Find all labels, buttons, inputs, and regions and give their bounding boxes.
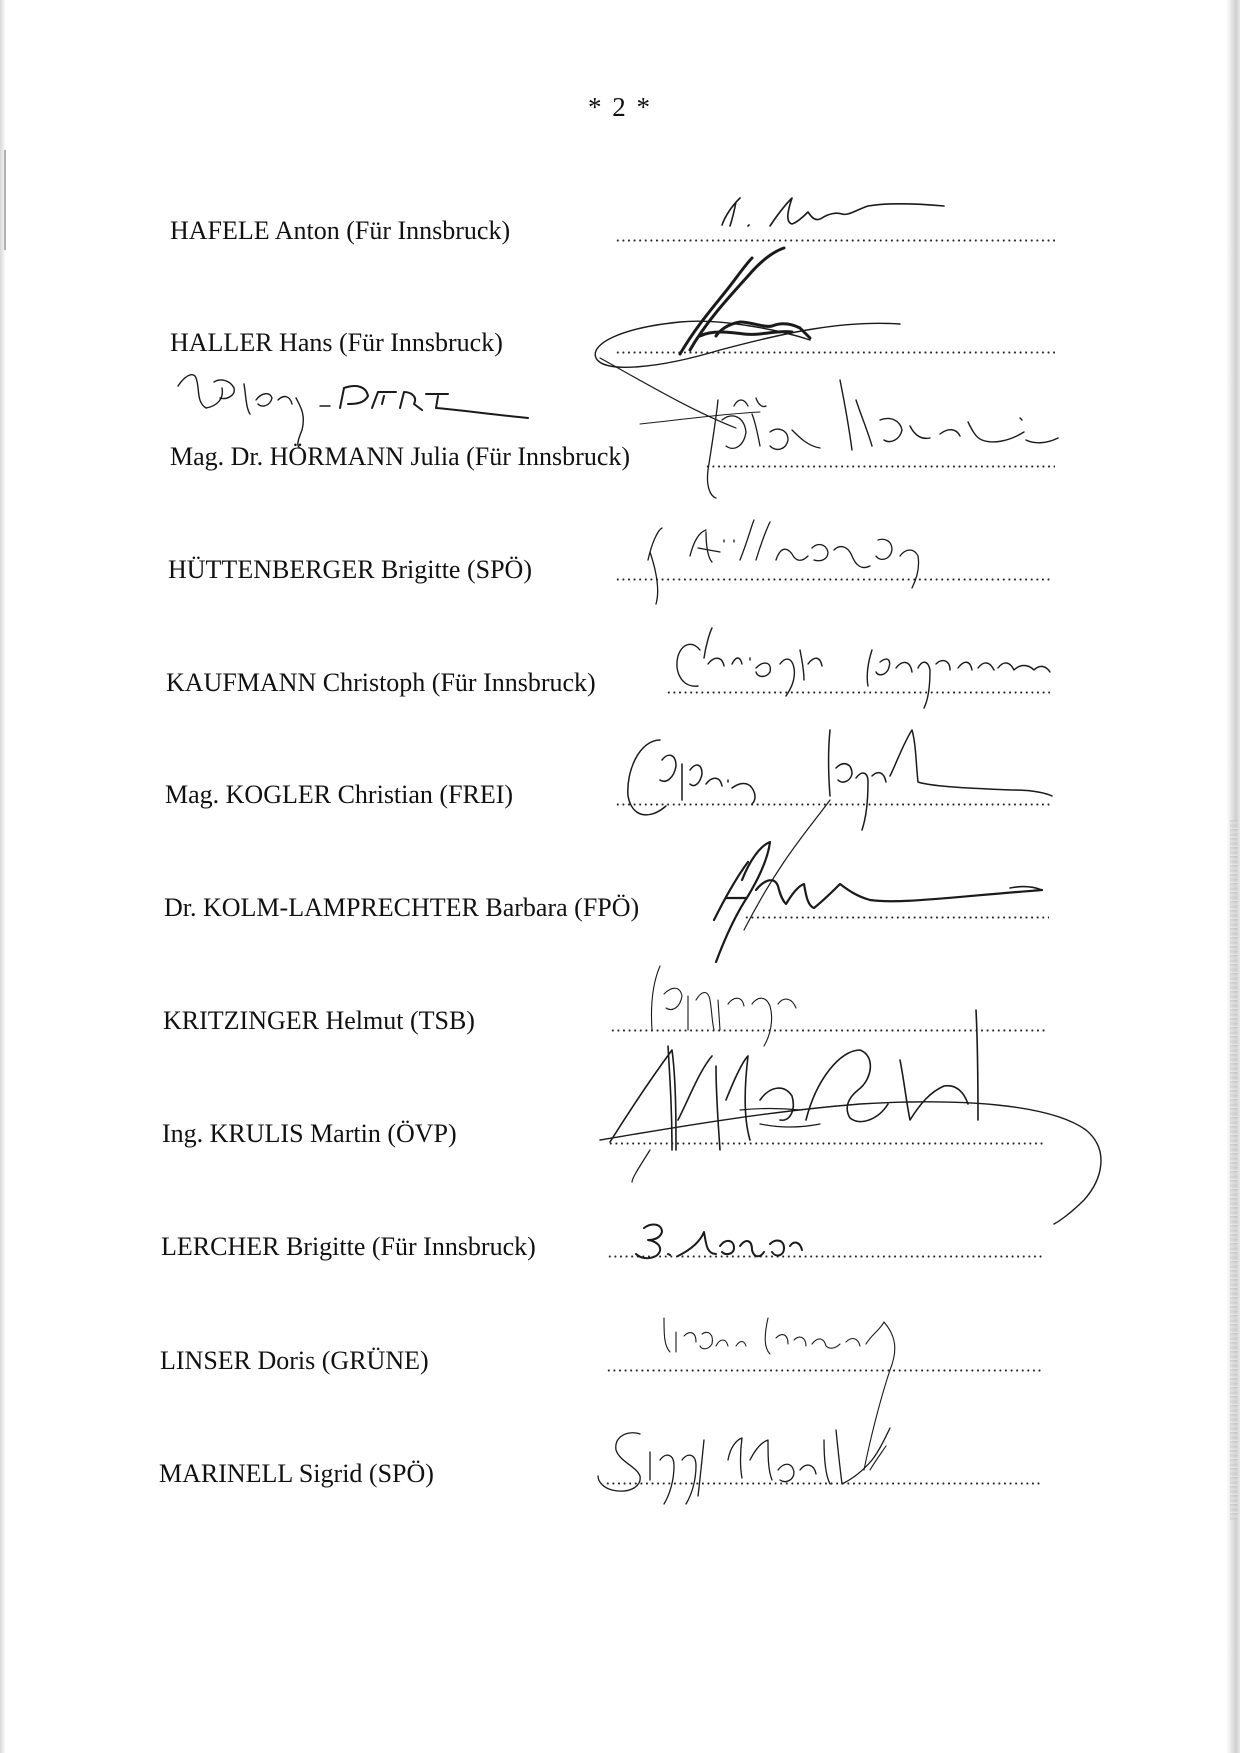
- signature-line: [615, 351, 1055, 354]
- signature-line: [607, 1255, 1045, 1258]
- signatory-name: LERCHER Brigitte (Für Innsbruck): [161, 1232, 536, 1261]
- signature-line: [606, 1369, 1044, 1372]
- signature-row: [170, 432, 1060, 472]
- page-number: * 2 *: [588, 92, 652, 122]
- signature-line: [615, 578, 1051, 581]
- signatory-name: KRITZINGER Helmut (TSB): [163, 1006, 475, 1035]
- signatory-name: KAUFMANN Christoph (Für Innsbruck): [166, 668, 596, 697]
- signatory-name: HÜTTENBERGER Brigitte (SPÖ): [168, 555, 532, 584]
- signature-row: [160, 1336, 1050, 1376]
- signature-row: [165, 770, 1055, 810]
- signatory-name: Ing. KRULIS Martin (ÖVP): [162, 1119, 457, 1148]
- signature-row: [168, 545, 1058, 585]
- signature-line: [610, 1029, 1048, 1032]
- signature-row: [162, 1109, 1052, 1149]
- signatory-name: MARINELL Sigrid (SPÖ): [159, 1459, 434, 1488]
- signatory-name: LINSER Doris (GRÜNE): [160, 1346, 429, 1375]
- signature-row: [166, 658, 1056, 698]
- signature-line: [666, 691, 1050, 694]
- signatory-name: Mag. Dr. HÖRMANN Julia (Für Innsbruck): [170, 442, 631, 471]
- signature-row: [164, 883, 1054, 923]
- signatory-name: HALLER Hans (Für Innsbruck): [170, 328, 503, 357]
- signature-row: [170, 206, 1060, 246]
- signatory-name: Dr. KOLM-LAMPRECHTER Barbara (FPÖ): [164, 893, 640, 922]
- scan-edge-left: [0, 0, 6, 1753]
- signature-line: [615, 803, 1050, 806]
- signature-line: [744, 916, 1049, 919]
- signature-row: [159, 1449, 1049, 1489]
- signature-line: [615, 239, 1055, 242]
- signature-row: [163, 996, 1053, 1036]
- signatory-name: HAFELE Anton (Für Innsbruck): [170, 216, 511, 245]
- signatory-name: Mag. KOGLER Christian (FREI): [165, 780, 514, 809]
- scan-edge-noise: [1230, 820, 1238, 1520]
- scan-edge-mark: [4, 150, 6, 250]
- signature-line: [608, 1142, 1046, 1145]
- signature-row: [161, 1222, 1051, 1262]
- signature-line: [705, 465, 1055, 468]
- signature-row: [170, 318, 1060, 358]
- signature-line: [605, 1482, 1043, 1485]
